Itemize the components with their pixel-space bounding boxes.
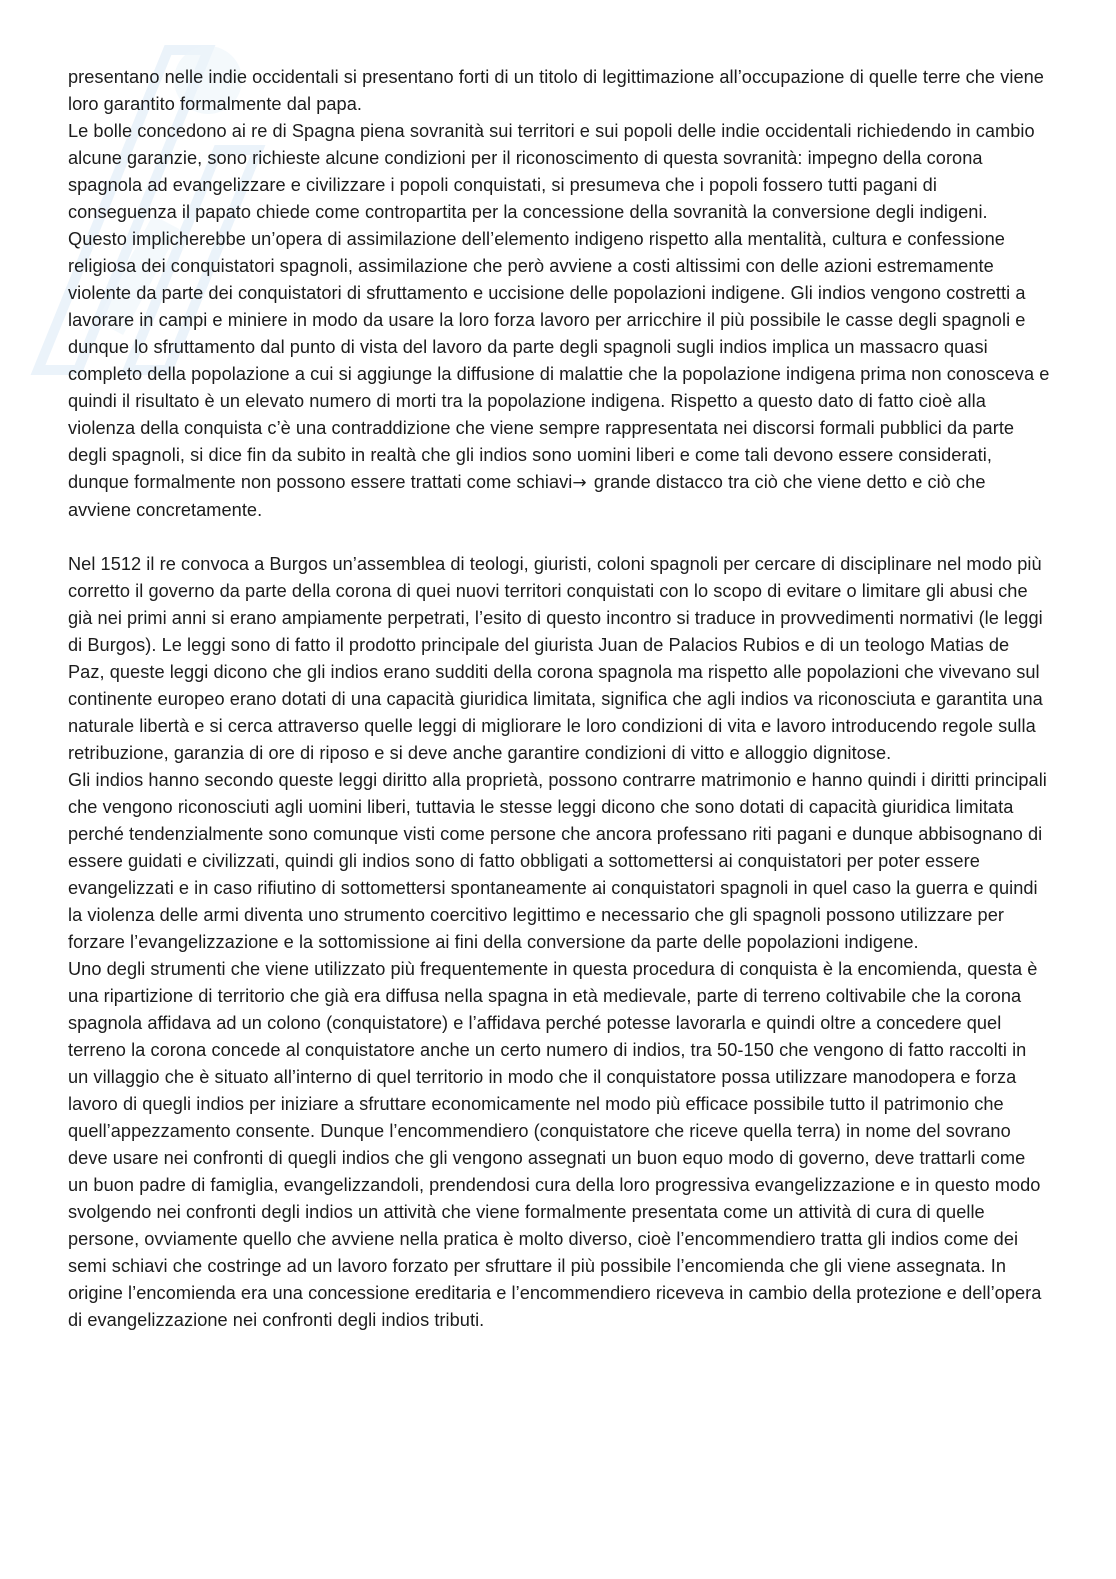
paragraph-spacer [68, 524, 1050, 551]
paragraph-diritti: Gli indios hanno secondo queste leggi diritto alla proprietà, possono contrarre matrimonio e hanno quindi i diritti principali che vengono riconosciuti agli uomini liberi, tuttavia le stesse leggi dicono che sono dotati di capacità giuridica limitata perché tendenzialmente sono comunque visti come persone che ancora professano riti pagani e dunque abbisognano di essere guidati e civilizzati, quindi gli indios sono di fatto obbligati a sottomettersi ai conquistatori per poter essere evangelizzati e in caso rifiutino di sottomettersi spontaneamente ai conquistatori spagnoli in quel caso la guerra e quindi la violenza delle armi diventa uno strumento coercitivo legittimo e necessario che gli spagnoli possono utilizzare per forzare l’evangelizzazione e la sottomissione ai fini della conversione da parte delle popolazioni indigene. [68, 770, 1047, 952]
paragraph-bolle-conclusion: grande distacco tra ciò che viene detto e ciò che avviene concretamente. [68, 472, 986, 520]
paragraph-bolle [68, 118, 1050, 524]
paragraph-intro: presentano nelle indie occidentali si presentano forti di un titolo di legittimazione all’occupazione di quelle terre che viene loro garantito formalmente dal papa. [68, 67, 1044, 114]
paragraph-burgos: Nel 1512 il re convoca a Burgos un’assemblea di teologi, giuristi, coloni spagnoli per cercare di disciplinare nel modo più corretto il governo da parte della corona di quei nuovi territori conquistati con lo scopo di evitare o limitare gli abusi che già nei primi anni si erano ampiamente perpetrati, l’esito di questo incontro si traduce in provvedimenti normativi (le leggi di Burgos). Le leggi sono di fatto il prodotto principale del giurista Juan de Palacios Rubios e di un teologo Matias de Paz, queste leggi dicono che gli indios erano sudditi della corona spagnola ma rispetto alle popolazioni che vivevano sul continente europeo erano dotati di una capacità giuridica limitata, significa che agli indios va riconosciuta e garantita una naturale libertà e si cerca attraverso quelle leggi di migliorare le loro condizioni di vita e lavoro introducendo regole sulla retribuzione, garanzia di ore di riposo e si deve anche garantire condizioni di vitto e alloggio dignitose. [68, 554, 1043, 763]
paragraph-encomienda: Uno degli strumenti che viene utilizzato più frequentemente in questa procedura di conquista è la encomienda, questa è una ripartizione di territorio che già era diffusa nella spagna in età medievale, parte di terreno coltivabile che la corona spagnola affidava ad un colono (conquistatore) e l’affidava perché potesse lavorarla e quindi oltre a concedere quel terreno la corona concede al conquistatore anche un certo numero di indios, tra 50-150 che vengono di fatto raccolti in un villaggio che è situato all’interno di quel territorio in modo che il conquistatore possa utilizzare manodopera e forza lavoro di quegli indios per iniziare a sfruttare economicamente nel modo più efficace possibile tutto il patrimonio che quell’appezzamento consente. Dunque l’encommendiero (conquistatore che riceve quella terra) in nome del sovrano deve usare nei confronti di quegli indios che gli vengono assegnati un buon equo modo di governo, deve trattarli come un buon padre di famiglia, evangelizzandoli, prendendosi cura della loro progressiva evangelizzazione e in questo modo svolgendo nei confronti degli indios un attività che viene formalmente presentata come un attività di cura di quelle persone, ovviamente quello che avviene nella pratica è molto diverso, cioè l’encommendiero tratta gli indios come dei semi schiavi che costringe ad un lavoro forzato per sfruttare il più possibile l’encomienda che gli viene assegnata. In origine l’encomienda era una concessione ereditaria e l’encommendiero riceveva in cambio della protezione e dell’opera di evangelizzazione nei confronti degli indios tributi. [68, 959, 1042, 1330]
document-body [68, 64, 1050, 1334]
paragraph-bolle-text: Le bolle concedono ai re di Spagna piena sovranità sui territori e sui popoli delle indie occidentali richiedendo in cambio alcune garanzie, sono richieste alcune condizioni per il riconoscimento di questa sovranità: impegno della corona spagnola ad evangelizzare e civilizzare i popoli conquistati, si presumeva che i popoli fossero tutti pagani di conseguenza il papato chiede come contropartita per la concessione della sovranità la conversione degli indigeni. Questo implicherebbe un’opera di assimilazione dell’elemento indigeno rispetto alla mentalità, cultura e confessione religiosa dei conquistatori spagnoli, assimilazione che però avviene a costi altissimi con delle azioni estremamente violente da parte dei conquistatori di sfruttamento e uccisione delle popolazioni indigene. Gli indios vengono costretti a lavorare in campi e miniere in modo da usare la loro forza lavoro per arricchire il più possibile le casse degli spagnoli e dunque lo sfruttamento dal punto di vista del lavoro da parte degli spagnoli sugli indios implica un massacro quasi completo della popolazione a cui si aggiunge la diffusione di malattie che la popolazione indigena prima non conosceva e quindi il risultato è un elevato numero di morti tra la popolazione indigena. Rispetto a questo dato di fatto cioè alla violenza della conquista c’è una contraddizione che viene sempre rappresentata nei discorsi formali pubblici da parte degli spagnoli, si dice fin da subito in realtà che gli indios sono uomini liberi e come tali devono essere considerati, dunque formalmente non possono essere trattati come schiavi [68, 121, 1050, 492]
arrow-right-icon: → [572, 473, 587, 493]
